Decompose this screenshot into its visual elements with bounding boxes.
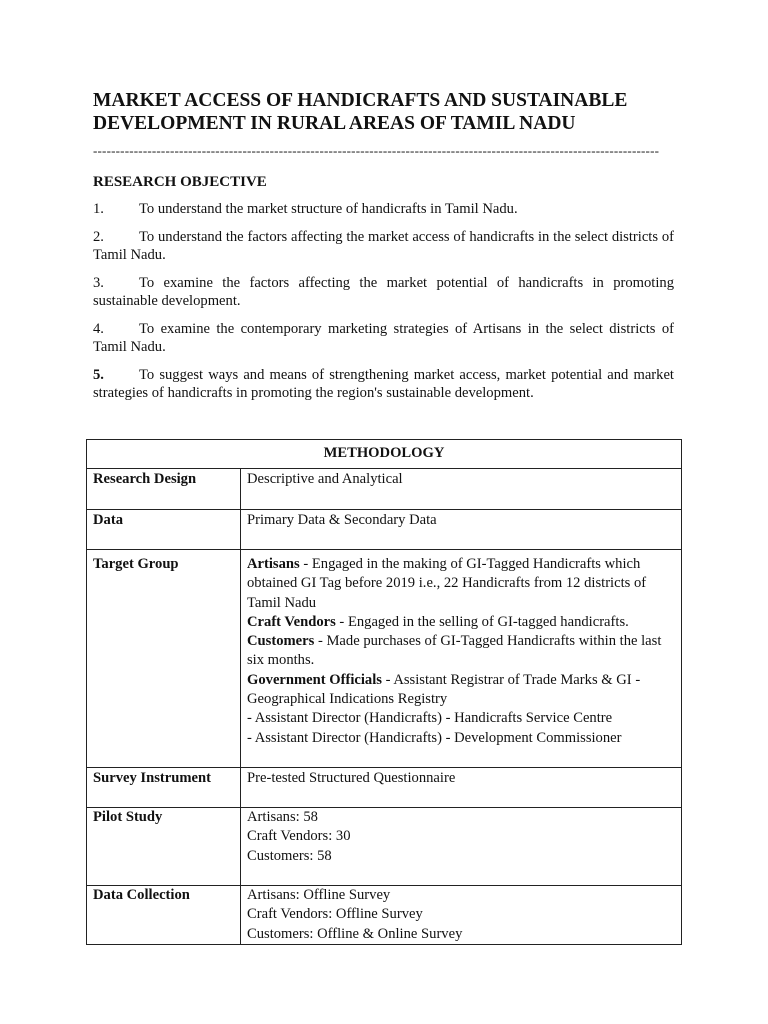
- row-label: Target Group: [87, 550, 241, 768]
- objective-number: 3.: [93, 274, 104, 291]
- methodology-header: METHODOLOGY: [87, 440, 682, 469]
- row-value: Primary Data & Secondary Data: [241, 510, 682, 550]
- collection-line: Customers: Offline & Online Survey: [247, 925, 463, 942]
- row-label: Survey Instrument: [87, 768, 241, 808]
- target-description: - Engaged in the making of GI-Tagged Handicrafts which obtained GI Tag before 2019 i.e., 22 Handicrafts from 12 districts of Tamil Nadu: [247, 556, 647, 611]
- row-label: Pilot Study: [87, 808, 241, 886]
- collection-line: Craft Vendors: Offline Survey: [247, 906, 423, 923]
- objective-item-3: [93, 274, 674, 311]
- objective-text: To examine the contemporary marketing strategies of Artisans in the select districts of Tamil Nadu.: [93, 320, 674, 355]
- row-value: [241, 808, 682, 886]
- methodology-header-row: [87, 440, 682, 469]
- objective-text: To examine the factors affecting the market potential of handicrafts in promoting sustainable development.: [93, 274, 674, 309]
- target-artisans: [247, 555, 675, 613]
- row-label: Research Design: [87, 469, 241, 510]
- target-description: - Assistant Registrar of Trade Marks & GI - Geographical Indications Registry: [247, 671, 641, 708]
- target-customers: [247, 632, 675, 671]
- row-value: Descriptive and Analytical: [241, 469, 682, 510]
- row-label: Data Collection: [87, 886, 241, 945]
- table-row-research-design: [87, 469, 682, 510]
- table-row-data: [87, 510, 682, 550]
- target-description: - Made purchases of GI-Tagged Handicrafts within the last six months.: [247, 633, 662, 669]
- objective-text: To suggest ways and means of strengthening market access, market potential and market strategies of handicrafts in promoting the region's sustainable development.: [93, 366, 674, 401]
- row-value: Pre-tested Structured Questionnaire: [241, 768, 682, 808]
- pilot-line: Customers: 58: [247, 847, 332, 864]
- row-label: Data: [87, 510, 241, 550]
- objectives-list: [93, 200, 674, 412]
- target-officials-line-2: - Assistant Director (Handicrafts) - Handicrafts Service Centre: [247, 710, 613, 727]
- objective-item-5: [93, 366, 674, 403]
- pilot-line: Craft Vendors: 30: [247, 828, 351, 845]
- objective-item-4: [93, 320, 674, 357]
- objective-number: 4.: [93, 320, 104, 337]
- table-row-survey-instrument: [87, 768, 682, 808]
- target-term: Artisans: [247, 556, 300, 572]
- objective-text: To understand the factors affecting the market access of handicrafts in the select districts of Tamil Nadu.: [93, 228, 674, 263]
- target-term: Customers: [247, 633, 315, 650]
- research-objective-heading: RESEARCH OBJECTIVE: [93, 174, 267, 190]
- target-description: - Engaged in the selling of GI-tagged handicrafts.: [335, 613, 629, 630]
- objective-number: 1.: [93, 201, 104, 217]
- objective-number: 5.: [93, 366, 104, 383]
- collection-line: Artisans: Offline Survey: [247, 887, 391, 903]
- target-vendors: [247, 613, 675, 632]
- title-line-2: DEVELOPMENT IN RURAL AREAS OF TAMIL NADU: [93, 113, 576, 134]
- table-row-target-group: [87, 550, 682, 768]
- table-row-pilot-study: [87, 808, 682, 886]
- target-officials: [247, 671, 675, 710]
- target-term: Government Officials: [247, 671, 382, 688]
- table-row-data-collection: [87, 886, 682, 945]
- pilot-line: Artisans: 58: [247, 809, 318, 825]
- objective-item-2: [93, 228, 674, 265]
- document-title: [93, 89, 693, 135]
- methodology-table: [86, 439, 682, 945]
- dashed-divider: -----------------------------------------------------------------------------------------------------------------------------: [93, 143, 660, 158]
- title-line-1: MARKET ACCESS OF HANDICRAFTS AND SUSTAINABLE: [93, 90, 628, 111]
- row-value: [241, 550, 682, 768]
- objective-item-1: [93, 200, 674, 219]
- objective-text: To understand the market structure of handicrafts in Tamil Nadu.: [139, 201, 518, 217]
- row-value: [241, 886, 682, 945]
- objective-number: 2.: [93, 228, 104, 245]
- target-officials-line-3: - Assistant Director (Handicrafts) - Development Commissioner: [247, 729, 622, 746]
- target-term: Craft Vendors: [247, 613, 336, 630]
